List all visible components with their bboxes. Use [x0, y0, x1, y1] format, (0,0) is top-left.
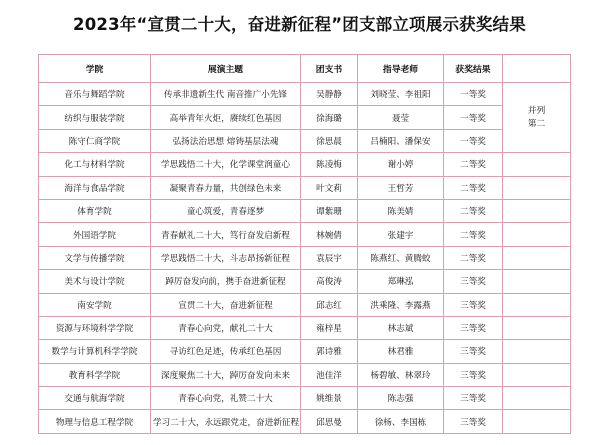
empty-note-cell: [503, 176, 571, 199]
empty-note-cell: [503, 246, 571, 269]
table-row: [39, 387, 571, 410]
empty-note-cell: [503, 270, 571, 293]
college-cell: 南安学院: [39, 293, 151, 316]
secretary-cell: 徐思晨: [301, 129, 358, 152]
empty-note-cell: [503, 410, 571, 433]
empty-note-cell: [503, 340, 571, 363]
advisor-cell: 陈志强: [358, 387, 444, 410]
result-cell: 一等奖: [444, 83, 503, 106]
advisor-cell: 张建宇: [358, 223, 444, 246]
theme-cell: 青春心向党，献礼二十大: [151, 316, 301, 339]
page-title: 2023年“宣贯二十大，奋进新征程”团支部立项展示获奖结果: [73, 15, 526, 34]
result-cell: 三等奖: [444, 293, 503, 316]
college-cell: 文学与传播学院: [39, 246, 151, 269]
secretary-cell: 邱志红: [301, 293, 358, 316]
advisor-cell: 杨碧敏、林翠玲: [358, 363, 444, 386]
advisor-cell: 王哲芳: [358, 176, 444, 199]
theme-cell: 高举青年火炬，赓续红色基因: [151, 106, 301, 129]
secretary-cell: 吴静静: [301, 83, 358, 106]
advisor-cell: 郑琳泓: [358, 270, 444, 293]
theme-cell: 青春献礼二十大，笃行奋发启新程: [151, 223, 301, 246]
secretary-cell: 徐海璐: [301, 106, 358, 129]
result-cell: 二等奖: [444, 246, 503, 269]
theme-cell: 青春心向党，礼赞二十大: [151, 387, 301, 410]
secretary-cell: 陈凌梅: [301, 153, 358, 176]
table-body: [39, 83, 571, 434]
college-cell: 教育科学学院: [39, 363, 151, 386]
header-college: 学院: [39, 55, 151, 83]
theme-cell: 传承非遗新生代 南音推广小先锋: [151, 83, 301, 106]
table-row: [39, 176, 571, 199]
result-cell: 一等奖: [444, 106, 503, 129]
advisor-cell: 洪乘隆、李露燕: [358, 293, 444, 316]
college-cell: 物理与信息工程学院: [39, 410, 151, 433]
result-cell: 二等奖: [444, 153, 503, 176]
result-cell: 一等奖: [444, 129, 503, 152]
secretary-cell: 叶文莉: [301, 176, 358, 199]
secretary-cell: 林婉倩: [301, 223, 358, 246]
theme-cell: 凝聚青春力量，共创绿色未来: [151, 176, 301, 199]
result-cell: 三等奖: [444, 387, 503, 410]
empty-note-cell: [503, 316, 571, 339]
secretary-cell: 高俊涛: [301, 270, 358, 293]
college-cell: 美术与设计学院: [39, 270, 151, 293]
theme-cell: 学习二十大，永远跟党走，奋进新征程: [151, 410, 301, 433]
header-secretary: 团支书: [301, 55, 358, 83]
theme-cell: 寻访红色足迹，传承红色基因: [151, 340, 301, 363]
secretary-cell: 谭紫珊: [301, 199, 358, 222]
advisor-cell: 吕楠阳、潘保安: [358, 129, 444, 152]
theme-cell: 童心筑爱，青春逐梦: [151, 199, 301, 222]
college-cell: 外国语学院: [39, 223, 151, 246]
advisor-cell: 林君雅: [358, 340, 444, 363]
secretary-cell: 池佳洋: [301, 363, 358, 386]
header-result: 获奖结果: [444, 55, 503, 83]
table-row: [39, 129, 571, 152]
advisor-cell: 林志斌: [358, 316, 444, 339]
advisor-cell: 陈燕红、黄腾蛟: [358, 246, 444, 269]
result-cell: 二等奖: [444, 199, 503, 222]
table-row: [39, 363, 571, 386]
table-header-row: [39, 55, 571, 83]
college-cell: 体育学院: [39, 199, 151, 222]
table-row: [39, 246, 571, 269]
empty-note-cell: [503, 153, 571, 176]
header-advisor: 指导老师: [358, 55, 444, 83]
college-cell: 数学与计算机科学学院: [39, 340, 151, 363]
tie-note: [503, 83, 571, 153]
theme-cell: 宣贯二十大，奋进新征程: [151, 293, 301, 316]
college-cell: 资源与环境科学学院: [39, 316, 151, 339]
secretary-cell: 邱思曼: [301, 410, 358, 433]
result-cell: 三等奖: [444, 410, 503, 433]
college-cell: 纺织与服装学院: [39, 106, 151, 129]
theme-cell: 弘扬法治思想 熔铸基层法魂: [151, 129, 301, 152]
tie-note-text: 并列第二: [527, 105, 546, 129]
header-theme: 展演主题: [151, 55, 301, 83]
results-table: [38, 54, 571, 434]
result-cell: 三等奖: [444, 270, 503, 293]
advisor-cell: 陈美婧: [358, 199, 444, 222]
header-note: [503, 55, 571, 83]
college-cell: 化工与材料学院: [39, 153, 151, 176]
empty-note-cell: [503, 199, 571, 222]
secretary-cell: 袁辰宇: [301, 246, 358, 269]
empty-note-cell: [503, 293, 571, 316]
secretary-cell: 姚维景: [301, 387, 358, 410]
advisor-cell: 徐杨、李国栋: [358, 410, 444, 433]
table-row: [39, 106, 571, 129]
college-cell: 交通与航海学院: [39, 387, 151, 410]
result-cell: 二等奖: [444, 176, 503, 199]
table-row: [39, 410, 571, 433]
theme-cell: 学思践悟二十大，斗志昂扬新征程: [151, 246, 301, 269]
table-row: [39, 293, 571, 316]
table-row: [39, 199, 571, 222]
empty-note-cell: [503, 387, 571, 410]
theme-cell: 深度聚焦二十大，踔厉奋发向未来: [151, 363, 301, 386]
advisor-cell: 聂莹: [358, 106, 444, 129]
college-cell: 音乐与舞蹈学院: [39, 83, 151, 106]
advisor-cell: 刘晓莹、李祖阳: [358, 83, 444, 106]
table-row: [39, 223, 571, 246]
table-row: [39, 316, 571, 339]
college-cell: 陈守仁商学院: [39, 129, 151, 152]
theme-cell: 踔厉奋发向前，携手奋进新征程: [151, 270, 301, 293]
empty-note-cell: [503, 223, 571, 246]
theme-cell: 学思践悟二十大，化学课堂润童心: [151, 153, 301, 176]
advisor-cell: 谢小婷: [358, 153, 444, 176]
table-row: [39, 153, 571, 176]
result-cell: 二等奖: [444, 223, 503, 246]
table-row: [39, 270, 571, 293]
empty-note-cell: [503, 363, 571, 386]
secretary-cell: 郭诗雅: [301, 340, 358, 363]
secretary-cell: 雍梓星: [301, 316, 358, 339]
college-cell: 海洋与食品学院: [39, 176, 151, 199]
result-cell: 三等奖: [444, 363, 503, 386]
table-row: [39, 83, 571, 106]
result-cell: 三等奖: [444, 316, 503, 339]
result-cell: 三等奖: [444, 340, 503, 363]
table-row: [39, 340, 571, 363]
